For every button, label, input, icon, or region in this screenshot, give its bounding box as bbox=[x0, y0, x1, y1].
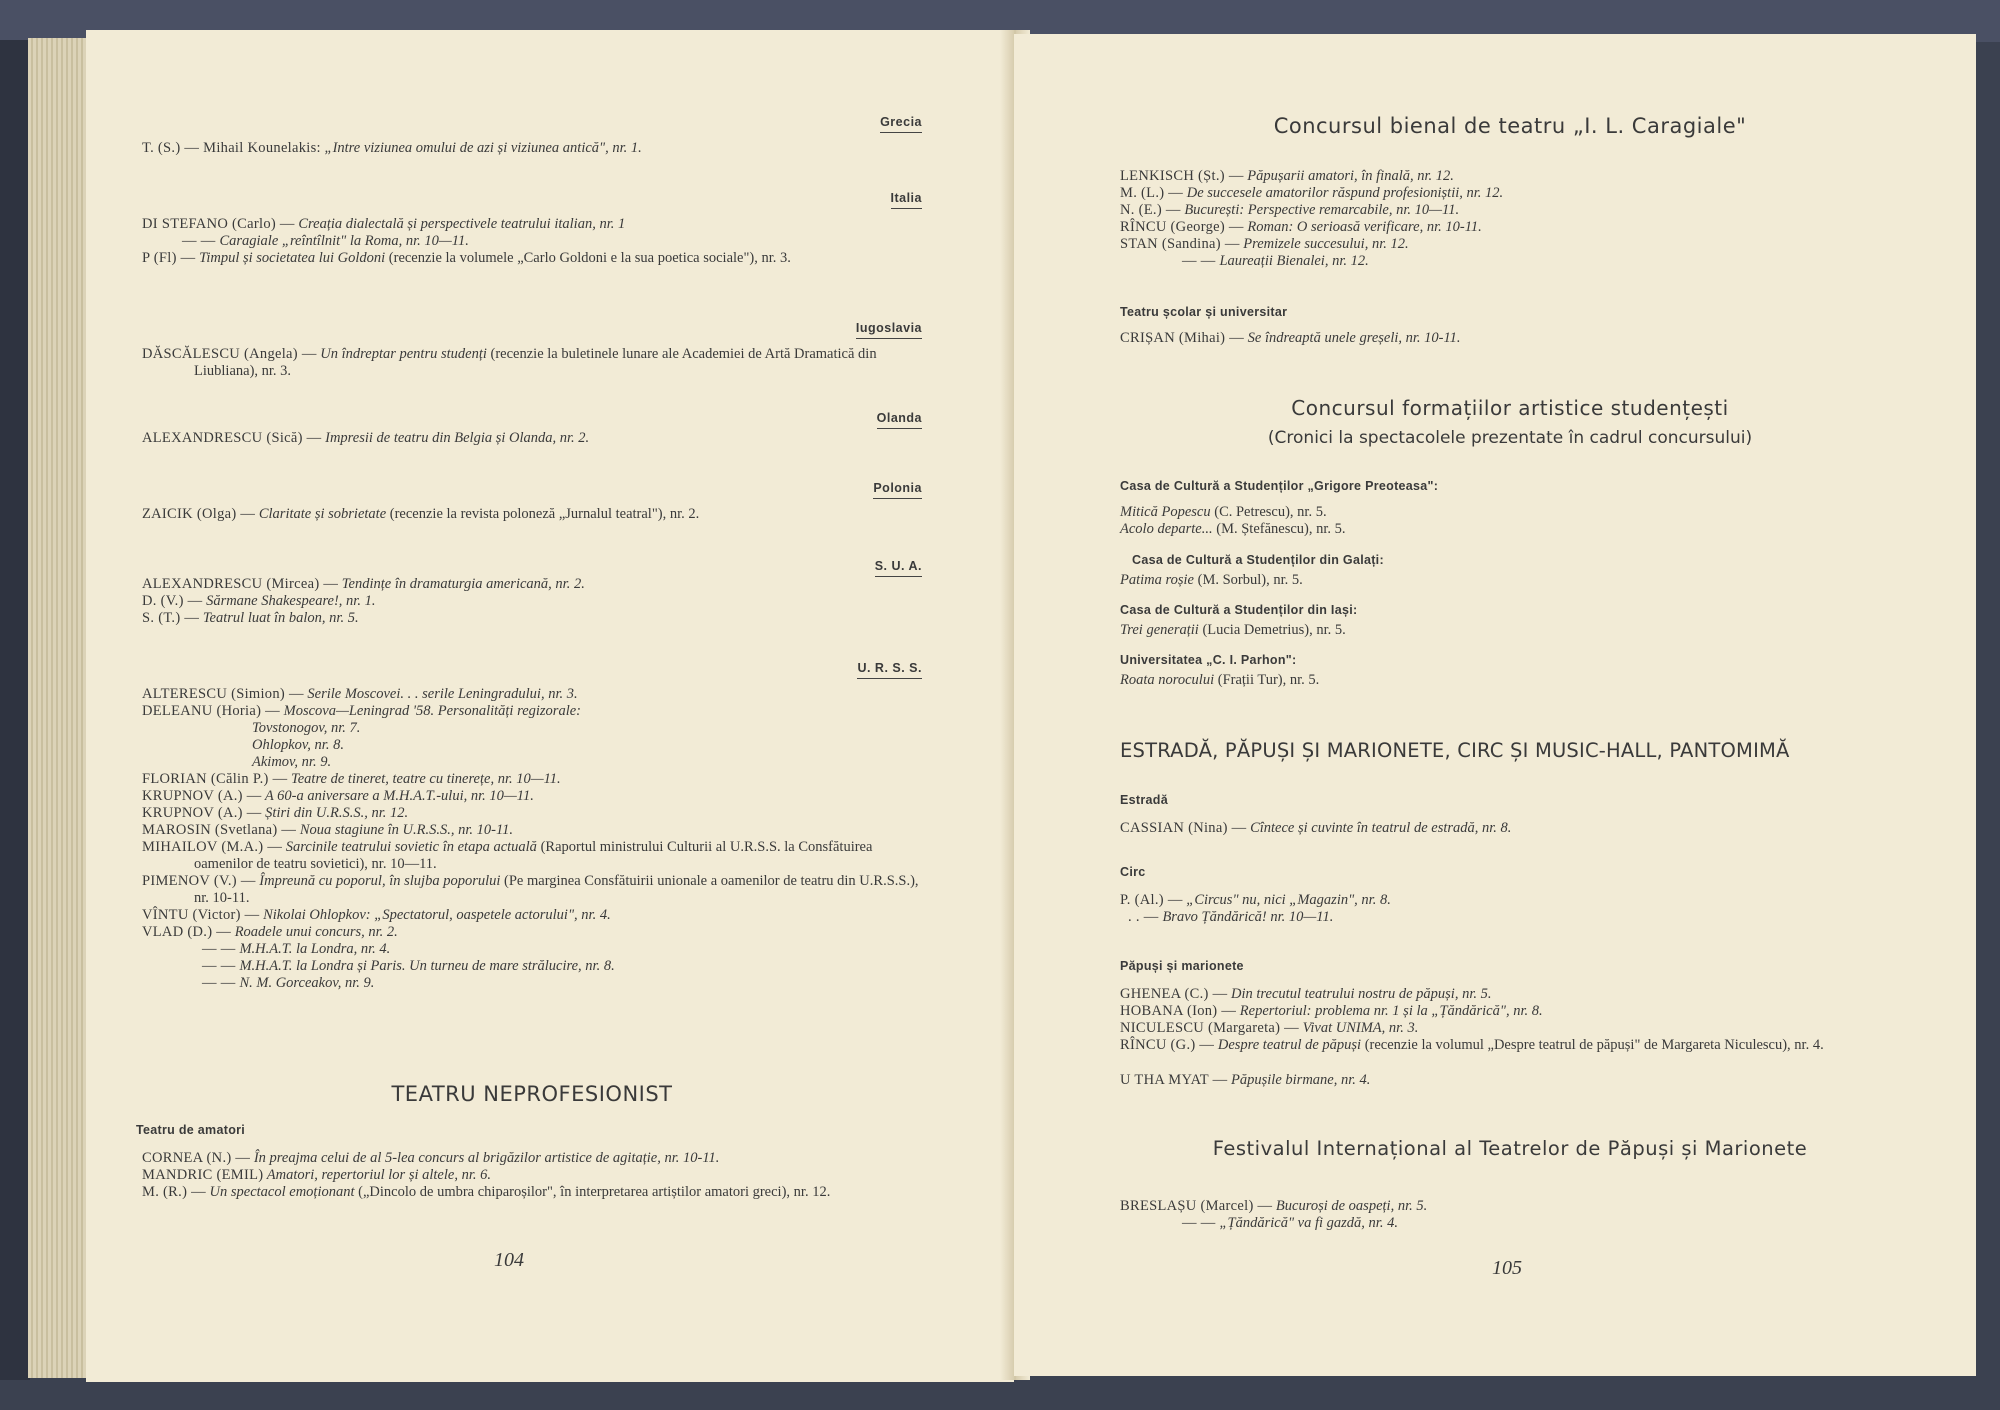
list-item: PIMENOV (V.) — Împreună cu poporul, în slujba poporului (Pe marginea Consfătuirii unionale a oamenilor de teatru din U.R.S.S.), nr. 10-11. bbox=[142, 873, 919, 906]
list-item: Tovstonogov, nr. 7. bbox=[252, 720, 361, 736]
subsection-heading: Teatru școlar și universitar bbox=[1120, 305, 1288, 319]
section-heading: ESTRADĂ, PĂPUȘI ȘI MARIONETE, CIRC ȘI MUSIC-HALL, PANTOMIMĂ bbox=[1120, 739, 1790, 762]
section-subheading: (Cronici la spectacolele prezentate în cadrul concursului) bbox=[1267, 428, 1753, 448]
list-item: STAN (Sandina) — Premizele succesului, nr. 12. bbox=[1120, 236, 1409, 252]
list-item: M. (L.) — De succesele amatorilor răspund profesioniștii, nr. 12. bbox=[1120, 185, 1504, 201]
list-item: LENKISCH (Șt.) — Păpușarii amatori, în finală, nr. 12. bbox=[1120, 168, 1454, 184]
list-item: Roata norocului (Frații Tur), nr. 5. bbox=[1120, 672, 1320, 688]
book-spine bbox=[0, 40, 30, 1380]
right-page bbox=[1014, 34, 1976, 1376]
left-page bbox=[86, 30, 1014, 1382]
list-item: CRIȘAN (Mihai) — Se îndreaptă unele greșeli, nr. 10-11. bbox=[1120, 330, 1461, 346]
list-item: S. (T.) — Teatrul luat în balon, nr. 5. bbox=[142, 610, 359, 626]
page-number: 104 bbox=[494, 1249, 524, 1271]
list-item: — — Caragiale „reîntîlnit" la Roma, nr. 10—11. bbox=[182, 233, 469, 249]
list-item: Mitică Popescu (C. Petrescu), nr. 5. bbox=[1120, 504, 1327, 520]
list-item: — — Laureații Bienalei, nr. 12. bbox=[1182, 253, 1369, 269]
section-heading: TEATRU NEPROFESIONIST bbox=[391, 1082, 673, 1106]
list-item: NICULESCU (Margareta) — Vivat UNIMA, nr. 3. bbox=[1120, 1020, 1419, 1036]
section-heading: Concursul bienal de teatru „I. L. Caragiale" bbox=[1273, 114, 1747, 138]
list-item: — — „Țăndărică" va fi gazdă, nr. 4. bbox=[1182, 1215, 1398, 1231]
list-item: ALEXANDRESCU (Mircea) — Tendințe în dramaturgia americană, nr. 2. bbox=[142, 576, 585, 592]
subsection-heading: Estradă bbox=[1120, 793, 1168, 807]
list-item: CASSIAN (Nina) — Cîntece și cuvinte în teatrul de estradă, nr. 8. bbox=[1120, 820, 1512, 836]
country-heading: Polonia bbox=[873, 480, 922, 499]
list-item: DI STEFANO (Carlo) — Creația dialectală și perspectivele teatrului italian, nr. 1 bbox=[142, 216, 626, 232]
country-heading: Olanda bbox=[877, 410, 922, 429]
list-item: MANDRIC (EMIL) Amatori, repertoriul lor și altele, nr. 6. bbox=[142, 1167, 491, 1183]
list-item: BRESLAȘU (Marcel) — Bucuroși de oaspeți, nr. 5. bbox=[1120, 1198, 1428, 1214]
country-heading: Italia bbox=[891, 190, 923, 209]
list-item: ALTERESCU (Simion) — Serile Moscovei. . . serile Leningradului, nr. 3. bbox=[142, 686, 578, 702]
country-heading: U. R. S. S. bbox=[857, 660, 922, 679]
list-item: Trei generații (Lucia Demetrius), nr. 5. bbox=[1120, 622, 1346, 638]
list-item: VLAD (D.) — Roadele unui concurs, nr. 2. bbox=[142, 924, 398, 940]
list-item: Akimov, nr. 9. bbox=[252, 754, 332, 770]
list-item: DĂSCĂLESCU (Angela) — Un îndreptar pentru studenți (recenzie la buletinele lunare ale Academiei de Artă Dramatică din Liubliana), nr. 3. bbox=[142, 346, 877, 379]
list-item: ALEXANDRESCU (Sică) — Impresii de teatru din Belgia și Olanda, nr. 2. bbox=[142, 430, 590, 446]
group-heading: Casa de Cultură a Studenților „Grigore Preoteasa": bbox=[1120, 479, 1439, 493]
subsection-heading: Circ bbox=[1120, 865, 1146, 879]
list-item: ZAICIK (Olga) — Claritate și sobrietate (recenzie la revista poloneză „Jurnalul teatral"), nr. 2. bbox=[142, 506, 700, 522]
list-item: T. (S.) — Mihail Kounelakis: „Intre viziunea omului de azi și viziunea antică", nr. 1. bbox=[142, 140, 642, 156]
list-item: U THA MYAT — Păpușile birmane, nr. 4. bbox=[1120, 1072, 1371, 1088]
list-item: — — N. M. Gorceakov, nr. 9. bbox=[202, 975, 375, 991]
list-item: DELEANU (Horia) — Moscova—Leningrad '58. Personalități regizorale: bbox=[142, 703, 581, 719]
section-heading: Concursul formațiilor artistice studențești bbox=[1291, 396, 1729, 420]
country-heading: S. U. A. bbox=[875, 558, 922, 577]
list-item: Patima roșie (M. Sorbul), nr. 5. bbox=[1120, 572, 1303, 588]
page-edges bbox=[28, 38, 92, 1378]
list-item: MIHAILOV (M.A.) — Sarcinile teatrului sovietic în etapa actuală (Raportul ministrului Culturii al U.R.S.S. la Consfătuirea oamenilor de teatru sovietici), nr. 10—11. bbox=[142, 839, 873, 872]
list-item: . . — Bravo Țăndărică! nr. 10—11. bbox=[1128, 909, 1334, 925]
country-heading: Iugoslavia bbox=[856, 320, 922, 339]
list-item: GHENEA (C.) — Din trecutul teatrului nostru de păpuși, nr. 5. bbox=[1120, 986, 1492, 1002]
section-heading: Festivalul Internațional al Teatrelor de Păpuși și Marionete bbox=[1212, 1137, 1808, 1160]
list-item: RÎNCU (G.) — Despre teatrul de păpuși (recenzie la volumul „Despre teatrul de păpuși" de Margareta Niculescu), nr. 4. bbox=[1120, 1037, 1824, 1053]
list-item: — — M.H.A.T. la Londra, nr. 4. bbox=[202, 941, 391, 957]
list-item: P. (Al.) — „Circus" nu, nici „Magazin", nr. 8. bbox=[1120, 892, 1391, 908]
list-item: HOBANA (Ion) — Repertoriul: problema nr. 1 și la „Țăndărică", nr. 8. bbox=[1120, 1003, 1543, 1019]
page-number: 105 bbox=[1492, 1257, 1522, 1279]
list-item: N. (E.) — București: Perspective remarcabile, nr. 10—11. bbox=[1120, 202, 1460, 218]
subsection-heading: Teatru de amatori bbox=[136, 1123, 246, 1137]
group-heading: Casa de Cultură a Studenților din Iași: bbox=[1120, 603, 1358, 617]
country-heading: Grecia bbox=[880, 114, 922, 133]
group-heading: Casa de Cultură a Studenților din Galați: bbox=[1132, 553, 1384, 567]
list-item: FLORIAN (Călin P.) — Teatre de tineret, teatre cu tinerețe, nr. 10—11. bbox=[142, 771, 561, 787]
list-item: P (Fl) — Timpul și societatea lui Goldoni (recenzie la volumele „Carlo Goldoni e la sua poetica sociale"), nr. 3. bbox=[142, 250, 791, 266]
list-item: MAROSIN (Svetlana) — Noua stagiune în U.R.S.S., nr. 10-11. bbox=[142, 822, 514, 838]
list-item: Ohlopkov, nr. 8. bbox=[252, 737, 344, 753]
list-item: CORNEA (N.) — În preajma celui de al 5-lea concurs al brigăzilor artistice de agitație, nr. 10-11. bbox=[142, 1150, 720, 1166]
group-heading: Universitatea „C. I. Parhon": bbox=[1120, 653, 1297, 667]
list-item: M. (R.) — Un spectacol emoționant („Dincolo de umbra chiparoșilor", în interpretarea artiștilor amatori greci), nr. 12. bbox=[142, 1184, 831, 1200]
list-item: RÎNCU (George) — Roman: O serioasă verificare, nr. 10-11. bbox=[1120, 219, 1482, 235]
list-item: Acolo departe... (M. Ștefănescu), nr. 5. bbox=[1120, 521, 1346, 537]
list-item: D. (V.) — Sărmane Shakespeare!, nr. 1. bbox=[142, 593, 376, 609]
subsection-heading: Păpuși și marionete bbox=[1120, 959, 1244, 973]
list-item: VÎNTU (Victor) — Nikolai Ohlopkov: „Spectatorul, oaspetele actorului", nr. 4. bbox=[142, 907, 611, 923]
list-item: KRUPNOV (A.) — A 60-a aniversare a M.H.A.T.-ului, nr. 10—11. bbox=[142, 788, 534, 804]
list-item: KRUPNOV (A.) — Știri din U.R.S.S., nr. 12. bbox=[142, 805, 409, 821]
list-item: — — M.H.A.T. la Londra și Paris. Un turneu de mare strălucire, nr. 8. bbox=[202, 958, 615, 974]
